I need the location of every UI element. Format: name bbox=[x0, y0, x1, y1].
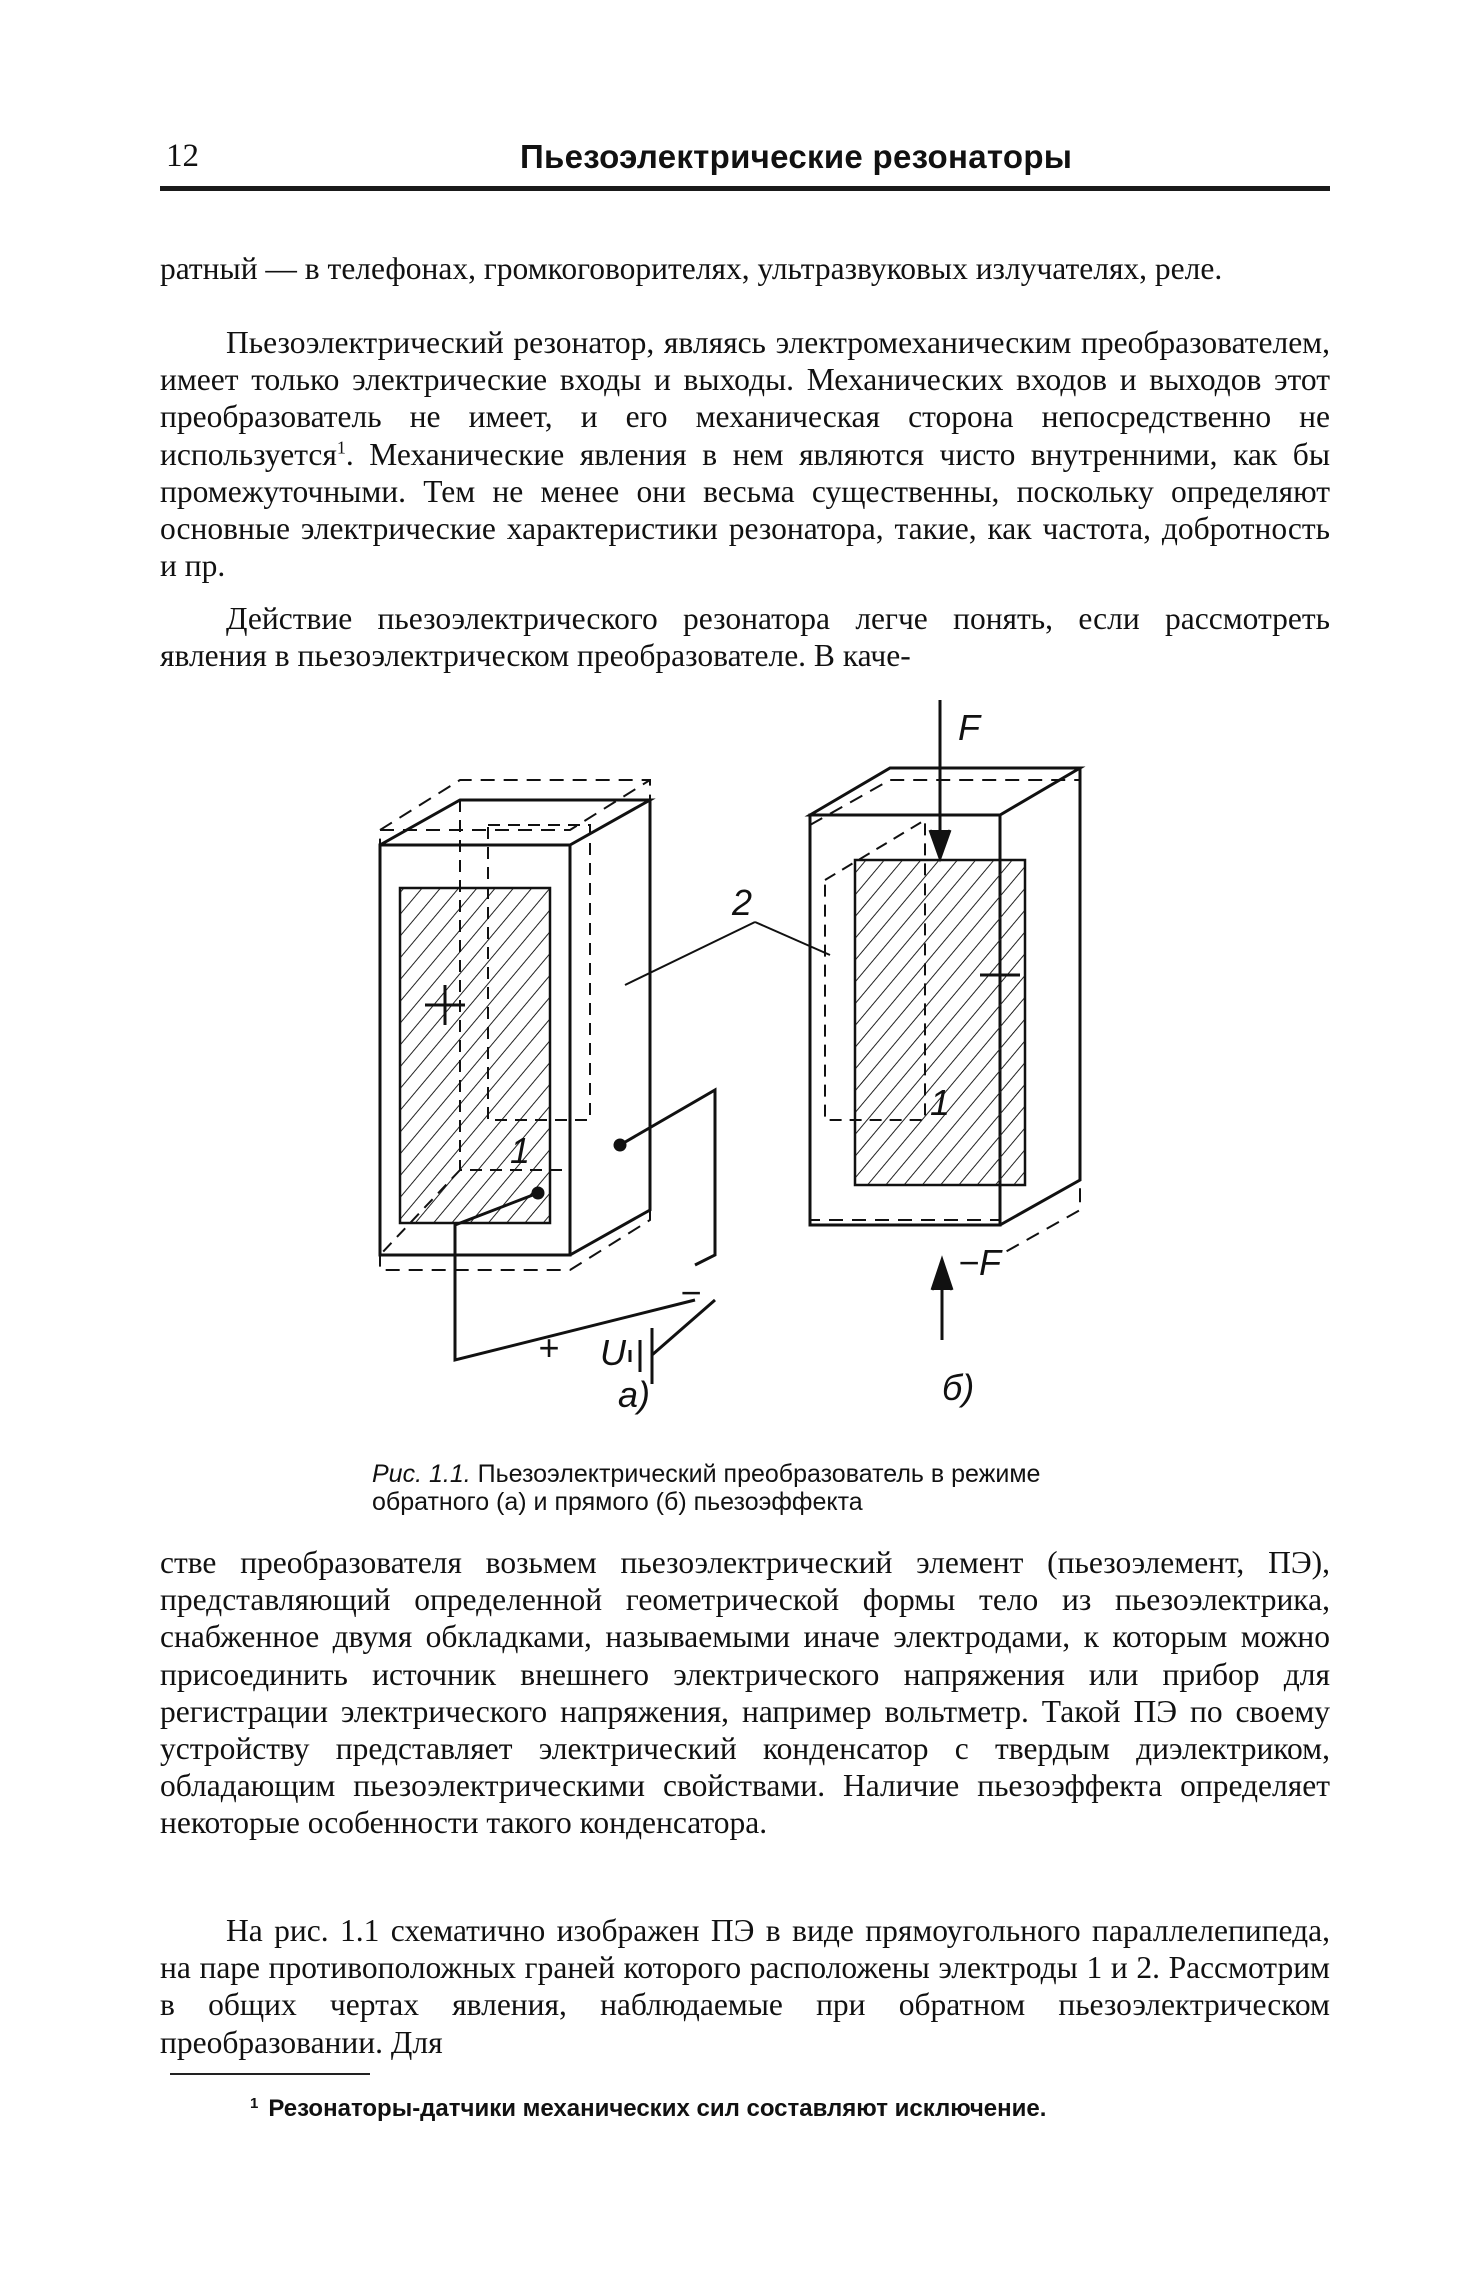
piezo-transducer-diagram bbox=[360, 700, 1120, 1430]
paragraph-2 bbox=[160, 324, 1330, 584]
figure-caption bbox=[372, 1460, 1132, 1516]
figure-1-1 bbox=[360, 700, 1120, 1430]
voltage-label: U bbox=[600, 1332, 626, 1373]
electrode-1-a bbox=[400, 888, 550, 1223]
paragraph-5: На рис. 1.1 схематично изображен ПЭ в виде прямоугольного параллелепипеда, на паре противоположных граней которого расположены электроды 1 и 2. Рассмотрим в общих чертах явления, наблюдаемые при обратном пьезоэлектрическом преобразовании. Для bbox=[160, 1913, 1330, 2060]
footnote-text: Резонаторы-датчики механических сил составляют исключение. bbox=[268, 2095, 1047, 2122]
paragraph-4: стве преобразователя возьмем пьезоэлектрический элемент (пьезоэлемент, ПЭ), представляющий определенной геометрической формы тело из пьезоэлектрика, снабженное двумя обкладками, называемыми иначе электродами, к которым можно присоединить источник внешнего электрического напряжения или прибор для регистрации электрического напряжения, например вольтметр. Такой ПЭ по своему устройству представляет электрический конденсатор с твердым диэлектриком, обладающим пьезоэлектрическими свойствами. Наличие пьезоэффекта определяет некоторые особенности такого конденсатора. bbox=[160, 1545, 1330, 1841]
page-number: 12 bbox=[166, 138, 199, 174]
footnote-rule bbox=[170, 2073, 370, 2075]
figure-caption-text: Пьезоэлектрический преобразователь в режиме обратного (а) и прямого (б) пьезоэффекта bbox=[372, 1460, 1041, 1516]
paragraph-2-text-b: . Механические явления в нем являются чисто внутренними, как бы промежуточными. Тем не менее они весьма существенны, поскольку определяют основные электрические характеристики резонатора, такие, как частота, добротность и пр. bbox=[160, 436, 1330, 584]
running-title: Пьезоэлектрические резонаторы bbox=[520, 138, 1073, 175]
footnote-mark: 1 bbox=[250, 2095, 259, 2112]
header-rule bbox=[160, 186, 1330, 191]
panel-b-label: б) bbox=[942, 1367, 975, 1408]
electrode-2-label: 2 bbox=[732, 882, 753, 923]
electrode-1-label-b: 1 bbox=[930, 1082, 951, 1123]
figure-caption-label: Рис. 1.1. bbox=[372, 1460, 471, 1488]
force-bottom-label: −F bbox=[958, 1242, 1002, 1283]
leader-lines-2 bbox=[625, 922, 830, 985]
force-top-label: F bbox=[958, 707, 980, 748]
paragraph-2-text-a: Пьезоэлектрический резонатор, являясь электромеханическим преобразователем, имеет только электрические входы и выходы. Механических входов и выходов этот преобразователь не имеет, и его механическая сторона непосредственно не используется bbox=[160, 325, 1330, 472]
battery-plus-label: + bbox=[538, 1327, 560, 1368]
page-header bbox=[160, 138, 1330, 182]
paragraph-3: Действие пьезоэлектрического резонатора легче понять, если рассмотреть явления в пьезоэлектрическом преобразователе. В каче- bbox=[160, 601, 1330, 674]
battery-minus-label: − bbox=[680, 1272, 702, 1313]
footnote-ref: 1 bbox=[336, 437, 346, 458]
element-a bbox=[380, 780, 650, 1270]
panel-a-label: а) bbox=[618, 1374, 651, 1415]
electrode-1-b bbox=[855, 860, 1025, 1185]
paragraph-1: ратный — в телефонах, громкоговорителях, ультразвуковых излучателях, реле. bbox=[160, 251, 1223, 286]
electrode-1-label-a: 1 bbox=[510, 1130, 531, 1171]
footnote bbox=[250, 2095, 1350, 2123]
